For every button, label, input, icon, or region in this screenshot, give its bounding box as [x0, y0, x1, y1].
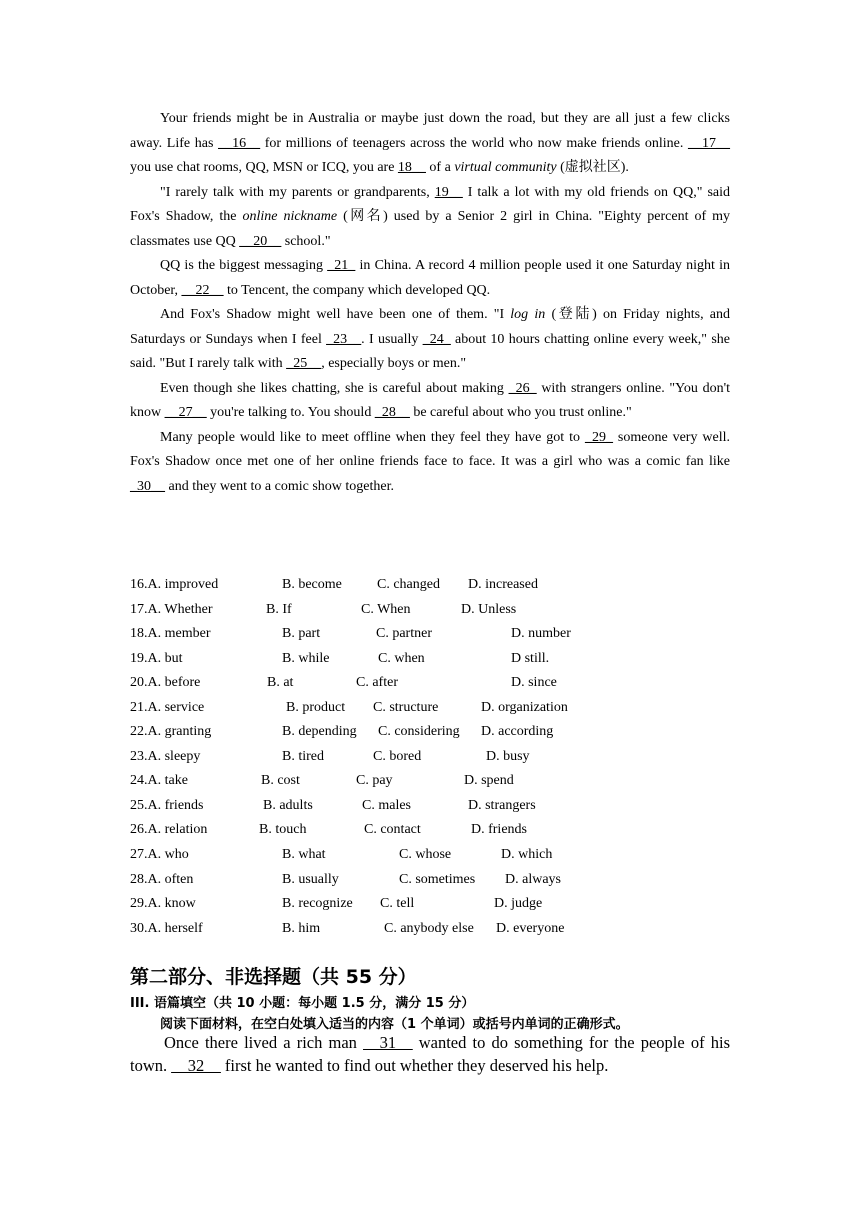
option-row [130, 843, 730, 868]
option-b: B. him [282, 920, 321, 936]
option-a: 24.A. take [130, 773, 188, 789]
option-a: 19.A. but [130, 650, 183, 666]
passage-text: someone very well. Fox's Shadow once met one of her online friends face to face. It was a girl who was a comic fan like [130, 429, 731, 469]
option-d: D. since [511, 675, 557, 691]
option-a: 27.A. who [130, 847, 189, 863]
option-d: D. friends [471, 822, 527, 838]
option-c: C. anybody else [384, 920, 474, 936]
passage-text: of a [425, 160, 455, 175]
option-row [130, 622, 730, 647]
option-c: C. after [356, 675, 398, 691]
cloze-passage [130, 107, 730, 499]
passage-text: (网名) used by a Senior 2 girl in China. "Eighty percent of my classmates use QQ [130, 209, 730, 249]
option-b: B. adults [263, 797, 313, 813]
answer-blank: __20__ [239, 233, 282, 249]
passage-text: Your friends might be in Australia or maybe just down the road, but they are all just a few clicks away. Life has [130, 111, 730, 151]
option-b: B. tired [282, 748, 324, 764]
option-d: D. which [501, 847, 553, 863]
passage-paragraph [130, 107, 730, 181]
option-a: 18.A. member [130, 626, 211, 642]
answer-blank: _26_ [508, 380, 537, 396]
passage-paragraph [130, 1031, 730, 1077]
answer-blank: __17__ [688, 135, 730, 151]
option-b: B. recognize [282, 896, 353, 912]
option-row [130, 696, 730, 721]
option-b: B. become [282, 577, 342, 592]
answer-blank: __22__ [181, 282, 224, 298]
option-c: C. structure [373, 699, 439, 715]
passage-text: I talk a lot with my old friends on QQ," said Fox's Shadow, the [130, 184, 731, 224]
option-d: D. spend [464, 773, 514, 789]
option-row [130, 769, 730, 794]
option-a: 28.A. often [130, 871, 194, 887]
passage-text: QQ is the biggest messaging [160, 258, 328, 273]
passage-text: . I usually [361, 331, 423, 347]
option-row [130, 598, 730, 623]
passage-text: about 10 hours chatting online every week," she said. "But I rarely talk with [130, 331, 730, 371]
passage-text: first he wanted to find out whether they deserved his help. [220, 1056, 609, 1075]
option-d: D. busy [486, 748, 530, 764]
option-b: B. part [282, 626, 321, 642]
option-a: 23.A. sleepy [130, 748, 201, 764]
option-c: C. tell [380, 896, 415, 912]
option-a: 22.A. granting [130, 724, 212, 740]
answer-blank: _23__ [326, 331, 362, 347]
passage-text: , especially boys or men." [321, 356, 467, 371]
option-b: B. If [266, 601, 292, 617]
passage-text: "I rarely talk with my parents or grandparents, [160, 184, 435, 200]
italic-term: online nickname [242, 209, 338, 224]
answer-blank: _30__ [130, 478, 165, 494]
option-c: C. males [362, 797, 411, 813]
passage-text: be careful about who you trust online." [409, 405, 632, 420]
answer-blank: __16__ [218, 135, 261, 151]
option-b: B. what [282, 847, 326, 863]
answer-blank: _25__ [286, 356, 322, 371]
option-row [130, 818, 730, 843]
option-row [130, 720, 730, 745]
option-c: C. bored [373, 748, 422, 764]
passage-text: you use chat rooms, QQ, MSN or ICQ, you are [130, 160, 398, 175]
option-a: 25.A. friends [130, 797, 204, 813]
italic-term: log in [510, 307, 546, 322]
passage-paragraph [130, 426, 730, 500]
option-d: D. judge [494, 896, 543, 912]
option-d: D. organization [481, 699, 568, 715]
option-row [130, 868, 730, 893]
passage-paragraph [130, 254, 730, 303]
answer-blank: _24_ [422, 331, 451, 347]
passage-text: Many people would like to meet offline when they feel they have got to [160, 429, 585, 445]
passage-text: And Fox's Shadow might well have been one of them. "I [160, 307, 511, 322]
answer-blank: __27__ [164, 405, 207, 420]
option-row [130, 647, 730, 672]
answer-blank: _28__ [374, 405, 410, 420]
option-d: D. according [481, 724, 554, 740]
option-a: 20.A. before [130, 675, 201, 691]
option-row [130, 892, 730, 917]
option-b: B. cost [261, 773, 300, 789]
passage-paragraph [130, 377, 730, 426]
option-c: C. whose [399, 847, 452, 863]
option-c: C. pay [356, 773, 393, 789]
passage-text: and they went to a comic show together. [165, 478, 394, 494]
option-d: D. increased [468, 577, 538, 592]
passage-text: Even though she likes chatting, she is careful about making [160, 380, 509, 396]
option-d: D. strangers [468, 797, 536, 813]
passage-text: (登陆) on Friday nights, and Saturdays or Sundays when I feel [130, 307, 730, 347]
option-b: B. touch [259, 822, 307, 838]
passage-text: wanted to do something for the people of his town. [130, 1033, 731, 1075]
option-row [130, 794, 730, 819]
italic-term: virtual community [454, 160, 557, 175]
passage-text: (虚拟社区). [556, 160, 629, 175]
passage-text: to Tencent, the company which developed QQ. [223, 282, 491, 298]
option-c: C. when [378, 650, 425, 666]
option-row [130, 917, 730, 942]
option-a: 26.A. relation [130, 822, 208, 838]
option-row [130, 573, 730, 598]
option-row [130, 671, 730, 696]
option-d: D. number [511, 626, 571, 642]
passage-text: you're talking to. You should [206, 405, 375, 420]
passage-text: Once there lived a rich man [164, 1033, 364, 1052]
option-c: C. partner [376, 626, 432, 642]
option-b: B. at [267, 675, 294, 691]
passage-text: in China. A record 4 million people used it one Saturday night in October, [130, 258, 730, 298]
option-d: D. everyone [496, 920, 565, 936]
fill-in-passage [130, 1031, 730, 1077]
section-instruction: 阅读下面材料，在空白处填入适当的内容（1 个单词）或括号内单词的正确形式。 [160, 1017, 629, 1032]
option-c: C. contact [364, 822, 421, 838]
option-d: D. always [505, 871, 561, 887]
passage-text: school." [281, 233, 331, 249]
option-c: C. When [361, 601, 411, 617]
option-b: B. usually [282, 871, 339, 887]
answer-blank: __31__ [363, 1033, 413, 1052]
option-b: B. depending [282, 724, 357, 740]
section-subtitle: III. 语篇填空（共 10 小题：每小题 1.5 分，满分 15 分） [130, 996, 475, 1011]
passage-text: with strangers online. "You don't know [130, 380, 730, 420]
option-a: 17.A. Whether [130, 601, 213, 617]
answer-blank: _21_ [327, 258, 356, 273]
section-title: 第二部分、非选择题（共 55 分） [130, 966, 417, 988]
option-c: C. sometimes [399, 871, 476, 887]
answer-blank: __32__ [171, 1056, 221, 1075]
option-a: 29.A. know [130, 896, 196, 912]
option-a: 21.A. service [130, 699, 205, 715]
option-b: B. while [282, 650, 330, 666]
answer-blank: 18__ [397, 160, 426, 175]
cloze-options [130, 573, 730, 941]
passage-paragraph [130, 303, 730, 377]
answer-blank: 19__ [434, 184, 463, 200]
option-row [130, 745, 730, 770]
answer-blank: _29_ [584, 429, 613, 445]
option-c: C. considering [378, 724, 460, 740]
option-b: B. product [286, 699, 346, 715]
passage-paragraph [130, 181, 730, 255]
option-d: D. Unless [461, 601, 517, 617]
option-d: D still. [511, 650, 550, 666]
option-a: 30.A. herself [130, 920, 203, 936]
passage-text: for millions of teenagers across the world who now make friends online. [260, 135, 688, 151]
option-c: C. changed [377, 577, 440, 592]
option-a: 16.A. improved [130, 577, 219, 592]
